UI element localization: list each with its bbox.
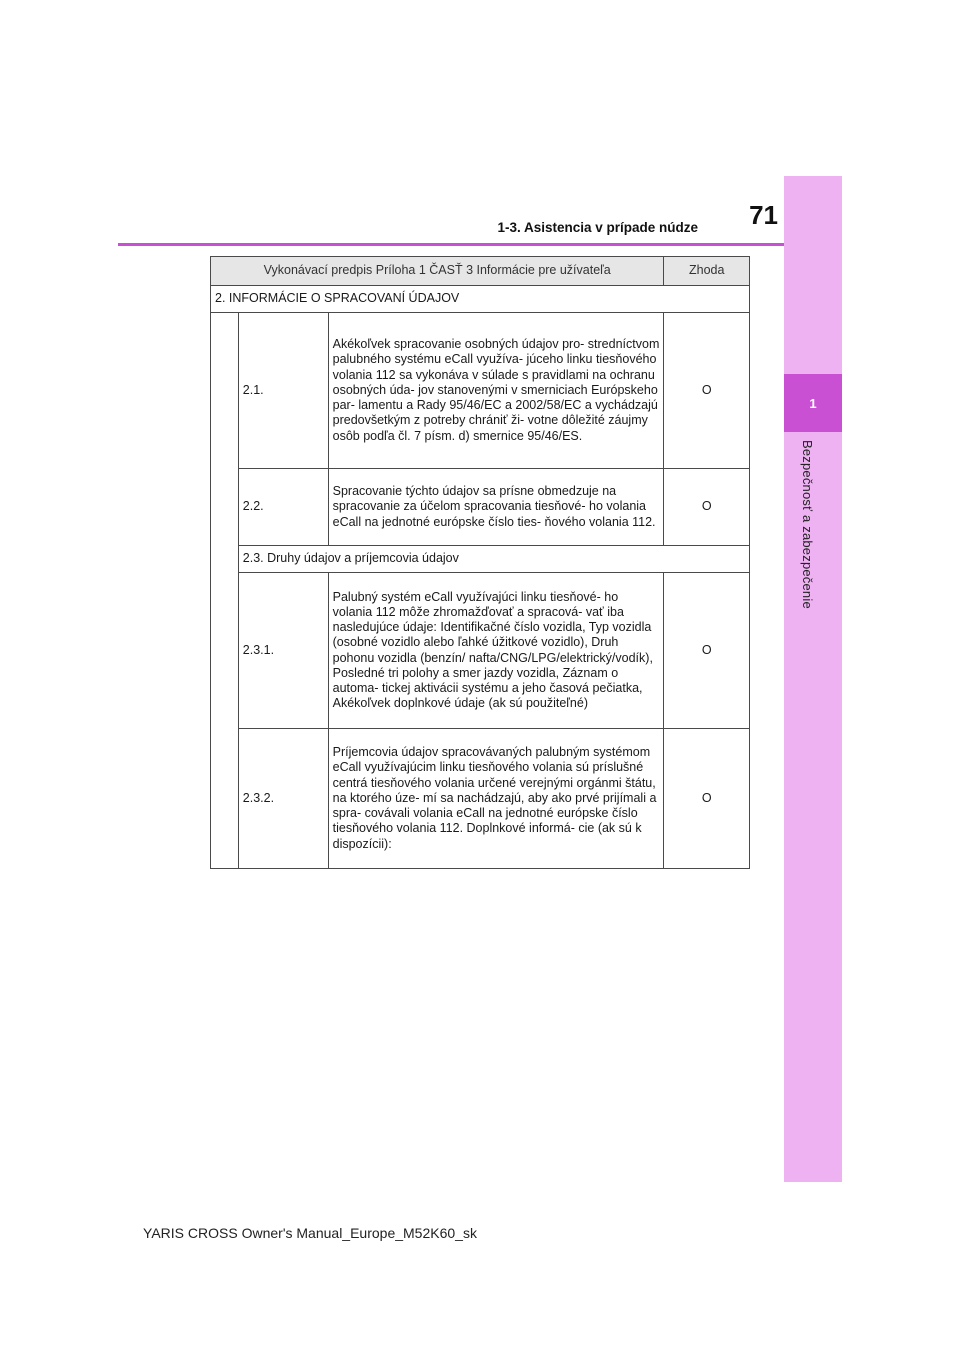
item-text: Palubný systém eCall využívajúci linku tiesňové- ho volania 112 môže zhromažďovať a spracová- vať iba nasledujúce údaje: Identifikačné číslo vozidla, Typ vozidla (osobné vozidlo alebo ľahké úžitkové vozidlo), Druh pohonu vozidla (benzín/ nafta/CNG/LPG/elektrický/vodík), Posledné tri polohy a smer jazdy vozidla, Záznam o automa- tickej aktivácii systému a jeho časová pečiatka, Akékoľvek doplnkové údaje (ak sú použiteľné) bbox=[328, 573, 664, 729]
chapter-number-badge: 1 bbox=[784, 374, 842, 432]
table-row bbox=[211, 313, 750, 469]
table-row bbox=[211, 573, 750, 729]
section-row bbox=[211, 286, 750, 313]
table-row bbox=[211, 469, 750, 546]
item-number: 2.2. bbox=[238, 469, 328, 546]
item-number: 2.1. bbox=[238, 313, 328, 469]
requirements-table bbox=[210, 256, 750, 869]
item-match: O bbox=[664, 729, 750, 869]
section-row bbox=[211, 546, 750, 573]
item-text: Príjemcovia údajov spracovávaných palubným systémom eCall využívajúcim linku tiesňového volania sú príslušné centrá tiesňového volania určené verejnými orgánmi štátu, na ktorého úze- mí sa nachádzajú, aby ako prvé prijímali a spra- covávali volania eCall na jednotné európske číslo tiesňového volania 112. Doplnkové informá- cie (ak sú k dispozícii): bbox=[328, 729, 664, 869]
page-number: 71 bbox=[749, 200, 778, 230]
column-header-match: Zhoda bbox=[664, 257, 750, 286]
item-match: O bbox=[664, 469, 750, 546]
item-text: Spracovanie týchto údajov sa prísne obmedzuje na spracovanie za účelom spracovania tiesňové- ho volania eCall na jednotné európske číslo ties- ňového volania 112. bbox=[328, 469, 664, 546]
section-title: 1-3. Asistencia v prípade núdze bbox=[497, 220, 698, 235]
item-match: O bbox=[664, 573, 750, 729]
chapter-title-vertical: Bezpečnosť a zabezpečenie bbox=[800, 440, 815, 609]
item-match: O bbox=[664, 313, 750, 469]
section-heading: 2. INFORMÁCIE O SPRACOVANÍ ÚDAJOV bbox=[211, 286, 750, 313]
subsection-heading: 2.3. Druhy údajov a príjemcovia údajov bbox=[238, 546, 749, 573]
page-footer: YARIS CROSS Owner's Manual_Europe_M52K60_sk bbox=[143, 1225, 477, 1241]
table-header-row bbox=[211, 257, 750, 286]
chapter-side-tab bbox=[784, 176, 842, 1182]
item-number: 2.3.1. bbox=[238, 573, 328, 729]
item-text: Akékoľvek spracovanie osobných údajov pro- stredníctvom palubného systému eCall využíva- júceho linku tiesňového volania 112 sa vykonáva v súlade s pravidlami na ochranu osobných úda- jov stanovenými v smerniciach Európskeho par- lamentu a Rady 95/46/EC a 2002/58/EC a vychádzajú predovšetkým z potreby chrániť ži- votne dôležité záujmy osôb podľa čl. 7 písm. d) smernice 95/46/ES. bbox=[328, 313, 664, 469]
column-header-description: Vykonávací predpis Príloha 1 ČASŤ 3 Informácie pre užívateľa bbox=[211, 257, 664, 286]
header-divider bbox=[118, 243, 784, 246]
indent-cell bbox=[211, 313, 239, 869]
item-number: 2.3.2. bbox=[238, 729, 328, 869]
table-row bbox=[211, 729, 750, 869]
